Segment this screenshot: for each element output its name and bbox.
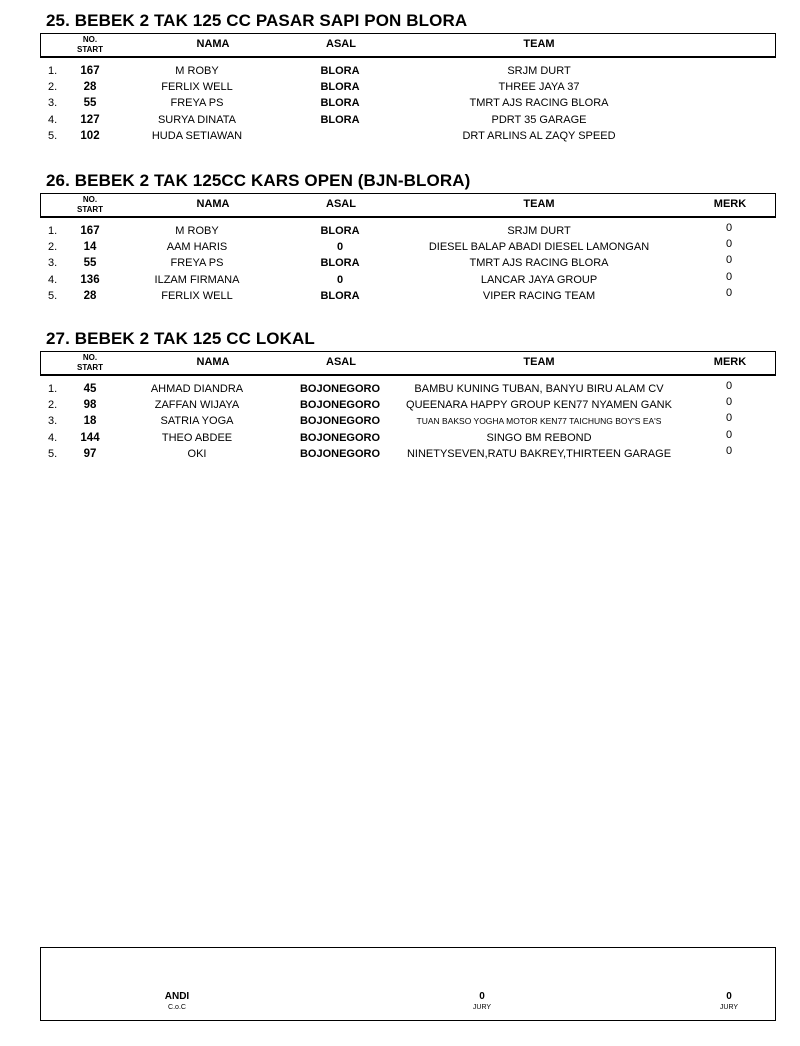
header-merk: MERK: [713, 356, 747, 368]
table-body: [40, 63, 776, 144]
table-row: [40, 112, 776, 128]
header-nama: NAMA: [196, 38, 230, 50]
row-merk: 0: [725, 380, 733, 392]
row-start-no: 28: [83, 81, 97, 94]
row-nama: AHMAD DIANDRA: [150, 383, 244, 395]
table-row: [40, 272, 776, 288]
jury-2-role: JURY: [719, 1004, 739, 1011]
row-nama: FERLIX WELL: [161, 289, 233, 302]
header-no-line1: NO.: [82, 353, 98, 362]
row-asal: BLORA: [320, 65, 360, 77]
row-team: SRJM DURT: [507, 225, 571, 237]
row-merk: 0: [725, 444, 733, 457]
table-row: [40, 63, 776, 79]
row-team: TUAN BAKSO YOGHA MOTOR KEN77 TAICHUNG BOY'S EA'S: [416, 416, 662, 427]
row-asal: BLORA: [320, 289, 360, 302]
table-row: [40, 413, 776, 429]
row-start-no: 55: [83, 257, 97, 270]
row-team: PDRT 35 GARAGE: [491, 113, 587, 126]
row-asal: 0: [336, 273, 344, 286]
row-start-no: 97: [83, 447, 97, 460]
header-merk: MERK: [713, 198, 747, 210]
table-row: [40, 239, 776, 255]
row-asal: BOJONEGORO: [299, 383, 381, 395]
header-team: TEAM: [523, 356, 555, 368]
row-start-no: 55: [83, 97, 97, 110]
table-body: [40, 223, 776, 304]
row-asal: BOJONEGORO: [299, 431, 381, 444]
row-index: 2.: [48, 241, 58, 254]
row-index: 4.: [48, 273, 58, 286]
row-team: NINETYSEVEN,RATU BAKREY,THIRTEEN GARAGE: [406, 447, 672, 460]
section-title: 27. BEBEK 2 TAK 125 CC LOKAL: [46, 329, 315, 348]
row-asal: BOJONEGORO: [299, 399, 381, 412]
header-underline: [40, 217, 776, 218]
row-index: 5.: [48, 129, 58, 142]
row-asal: BLORA: [320, 81, 360, 94]
header-team: TEAM: [523, 198, 555, 210]
row-asal: BOJONEGORO: [299, 415, 381, 428]
header-asal: ASAL: [326, 356, 356, 368]
row-start-no: 167: [80, 225, 100, 237]
header-no-line2: START: [77, 45, 104, 54]
row-merk: 0: [725, 254, 733, 267]
row-index: 1.: [48, 383, 58, 395]
row-nama: THEO ABDEE: [161, 431, 233, 444]
table-row: [40, 95, 776, 111]
row-team: THREE JAYA 37: [498, 81, 580, 94]
header-no-start: [77, 195, 103, 215]
row-index: 4.: [48, 431, 58, 444]
row-nama: HUDA SETIAWAN: [151, 129, 243, 142]
row-index: 5.: [48, 289, 58, 302]
row-nama: FREYA PS: [170, 257, 224, 270]
table-body: [40, 381, 776, 462]
row-start-no: 144: [80, 431, 100, 444]
row-nama: ZAFFAN WIJAYA: [154, 399, 240, 412]
row-index: 2.: [48, 81, 58, 94]
signature-coc: [147, 991, 207, 1011]
table-row: [40, 223, 776, 239]
row-team: DRT ARLINS AL ZAQY SPEED: [462, 129, 616, 142]
row-index: 2.: [48, 399, 58, 412]
row-nama: M ROBY: [175, 65, 219, 77]
row-start-no: 167: [80, 65, 100, 77]
signature-jury-1: [462, 991, 502, 1011]
row-nama: AAM HARIS: [166, 241, 228, 254]
header-no-line2: START: [77, 205, 104, 214]
row-index: 5.: [48, 447, 58, 460]
table-row: [40, 430, 776, 446]
jury-2-name: 0: [726, 991, 732, 1002]
table-row: [40, 255, 776, 271]
table-row: [40, 446, 776, 462]
row-team: LANCAR JAYA GROUP: [480, 273, 598, 286]
row-nama: OKI: [187, 447, 207, 460]
header-team: TEAM: [523, 38, 555, 50]
row-start-no: 136: [80, 273, 100, 286]
row-team: SRJM DURT: [507, 65, 571, 77]
table-header: [40, 193, 776, 217]
row-index: 3.: [48, 97, 58, 110]
row-index: 3.: [48, 415, 58, 428]
row-asal: BLORA: [320, 225, 360, 237]
row-asal: BLORA: [320, 97, 360, 110]
signature-box: [40, 947, 776, 1021]
table-row: [40, 128, 776, 144]
section-title: 25. BEBEK 2 TAK 125 CC PASAR SAPI PON BLORA: [46, 11, 468, 30]
row-team: DIESEL BALAP ABADI DIESEL LAMONGAN: [428, 241, 650, 254]
row-nama: ILZAM FIRMANA: [154, 273, 240, 286]
header-underline: [40, 375, 776, 376]
row-asal: 0: [336, 241, 344, 254]
row-index: 1.: [48, 65, 58, 77]
row-asal: BLORA: [320, 257, 360, 270]
table-header: [40, 33, 776, 57]
header-no-line1: NO.: [82, 195, 98, 204]
row-start-no: 102: [80, 129, 100, 142]
table-header: [40, 351, 776, 375]
row-start-no: 45: [83, 383, 97, 395]
table-row: [40, 79, 776, 95]
row-merk: 0: [725, 428, 733, 441]
row-merk: 0: [725, 270, 733, 283]
row-index: 4.: [48, 113, 58, 126]
row-merk: 0: [725, 222, 733, 234]
row-start-no: 18: [83, 415, 97, 428]
section-title: 26. BEBEK 2 TAK 125CC KARS OPEN (BJN-BLORA): [46, 171, 471, 190]
table-row: [40, 288, 776, 304]
row-nama: SATRIA YOGA: [160, 415, 234, 428]
header-asal: ASAL: [326, 38, 356, 50]
header-no-start: [77, 35, 103, 55]
row-team: BAMBU KUNING TUBAN, BANYU BIRU ALAM CV: [414, 383, 664, 395]
header-no-line2: START: [77, 363, 104, 372]
row-index: 1.: [48, 225, 58, 237]
row-start-no: 98: [83, 399, 97, 412]
row-team: TMRT AJS RACING BLORA: [469, 97, 609, 110]
table-row: [40, 381, 776, 397]
row-nama: SURYA DINATA: [157, 113, 237, 126]
row-team: QUEENARA HAPPY GROUP KEN77 NYAMEN GANK: [406, 399, 672, 412]
header-no-start: [77, 353, 103, 373]
row-merk: 0: [725, 396, 733, 409]
row-nama: FERLIX WELL: [161, 81, 233, 94]
header-underline: [40, 57, 776, 58]
row-start-no: 28: [83, 289, 97, 302]
row-asal: BOJONEGORO: [299, 447, 381, 460]
row-team: SINGO BM REBOND: [486, 431, 592, 444]
row-nama: FREYA PS: [170, 97, 224, 110]
row-team: VIPER RACING TEAM: [482, 289, 596, 302]
row-team: TMRT AJS RACING BLORA: [469, 257, 609, 270]
row-asal: BLORA: [320, 113, 360, 126]
header-nama: NAMA: [196, 356, 230, 368]
coc-name: ANDI: [164, 991, 190, 1002]
row-merk: 0: [725, 412, 733, 425]
header-nama: NAMA: [196, 198, 230, 210]
header-asal: ASAL: [326, 198, 356, 210]
jury-1-role: JURY: [472, 1004, 492, 1011]
signature-jury-2: [709, 991, 749, 1011]
table-row: [40, 397, 776, 413]
row-nama: M ROBY: [175, 225, 219, 237]
jury-1-name: 0: [479, 991, 485, 1002]
row-start-no: 127: [80, 113, 100, 126]
row-start-no: 14: [83, 241, 97, 254]
row-index: 3.: [48, 257, 58, 270]
row-merk: 0: [725, 286, 733, 299]
header-no-line1: NO.: [82, 35, 98, 44]
coc-role: C.o.C: [168, 1004, 186, 1011]
row-merk: 0: [725, 238, 733, 251]
